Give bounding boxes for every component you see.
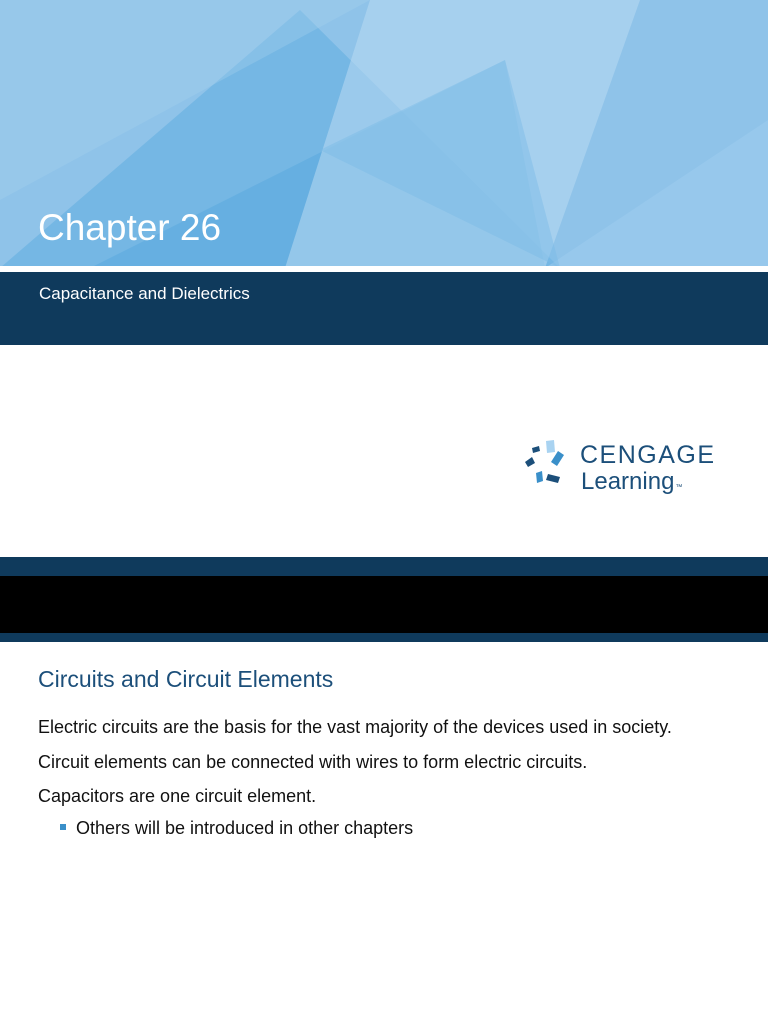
paragraph-3: Capacitors are one circuit element. (38, 786, 317, 806)
bullet-text: Others will be introduced in other chapters (76, 818, 414, 838)
square-bullet-icon (60, 824, 66, 830)
subtitle-band (0, 272, 768, 345)
cengage-logo-mark-icon (524, 438, 576, 490)
slide-header-strip (0, 633, 768, 642)
title-slide-banner (0, 0, 768, 268)
logo-word-learning (581, 468, 681, 496)
slide-header-bar (0, 576, 768, 633)
trademark-symbol: ™ (675, 484, 683, 491)
slide-footer-band (0, 557, 768, 576)
cengage-logo (524, 438, 724, 502)
paragraph-1: Electric circuits are the basis for the vast majority of the devices used in society. (38, 717, 672, 737)
paragraph-2: Circuit elements can be connected with wires to form electric circuits. (38, 752, 588, 772)
chapter-subtitle: Capacitance and Dielectrics (39, 284, 250, 303)
logo-word-learning-text: Learning (581, 468, 675, 495)
chapter-title: Chapter 26 (38, 207, 222, 248)
slide-title: Circuits and Circuit Elements (38, 666, 334, 692)
logo-word-cengage: CENGAGE (580, 441, 716, 469)
